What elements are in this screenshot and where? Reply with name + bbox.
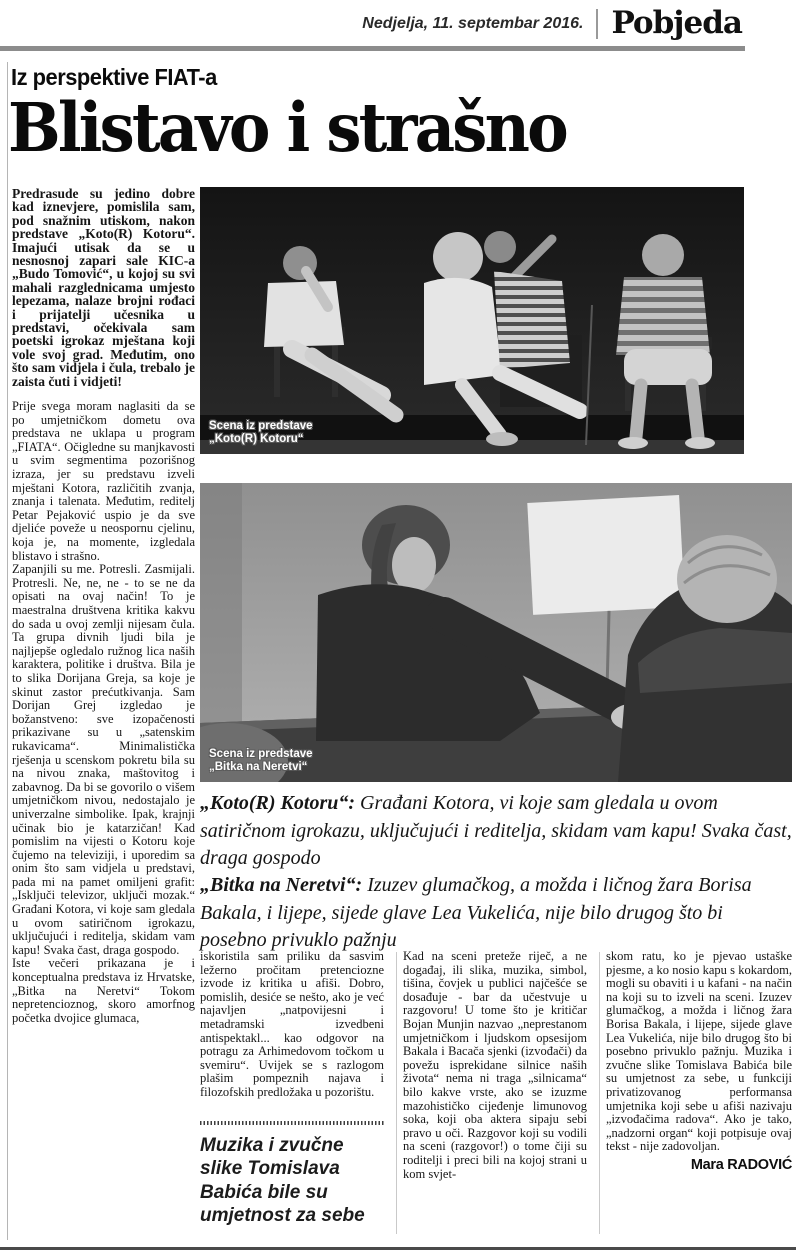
lead-title: „Bitka na Neretvi“: bbox=[200, 874, 363, 896]
article-column-2 bbox=[200, 950, 384, 1238]
left-margin-rule bbox=[7, 62, 8, 1240]
lead-text: Izuzev glumačkog, a možda i ličnog žara Borisa Bakala, i lijepe, sijede glave Lea Vukelića, nije bilo drugog što bi posebno privuklo pažnju bbox=[200, 874, 752, 951]
article-column-1 bbox=[12, 187, 195, 1237]
body-paragraph: iskoristila sam priliku da sasvim ležerno pročitam pretenciozne izvode iz kritika u afiši. Dobro, pomislih, desiće se nešto, ako je već najavljen „natpovijesni i metadramski izvedbeni antispektakl... kao odgovor na potragu za Arhimedovom točkom u svemiru“. Uvijek se s razlogom plašim pompeznih najava i filozofskih predložaka u pozorištu. bbox=[200, 950, 384, 1099]
lead-paragraph-koto-r-kotoru bbox=[200, 790, 794, 873]
photo-caption bbox=[209, 420, 313, 446]
header-rule bbox=[0, 46, 745, 51]
photo-caption bbox=[209, 748, 313, 774]
article-column-3 bbox=[403, 950, 587, 1238]
article-kicker: Iz perspektive FIAT-a bbox=[11, 64, 217, 90]
body-paragraph: Prije svega moram naglasiti da se po umjetničkom dometu ova predstava ne uklapa u program „FIATA“. Očigledne su manjkavosti u svim segmentima pozorišnog izraza, jer su predstavu izveli mještani Kotora, različitih zvanja, znanja i talenata. Međutim, reditelj Petar Pejaković uspio je da sve djeliće poveže u neospornu cjelinu, koja je, na momente, izgledala blistavo i strašno. bbox=[12, 399, 195, 563]
caption-line: Scena iz predstave bbox=[209, 748, 313, 760]
masthead-logo: Pobjeda bbox=[611, 5, 742, 41]
photo-bitka-na-neretvi bbox=[200, 483, 792, 782]
lead-in-paragraph: Predrasude su jedino dobre kad iznevjere, pomislila sam, pod snažnim utiskom, nakon predstave „Koto(R) Kotoru“. Imajući utisak da se u nesnosnoj zapari sale KIC-a „Budo Tomović“, u kojoj su svi mahali razglednicama umjesto lepezama, nalaze brojni rođaci i prijatelji učesnika u predstavi, očekivala sam poetski igrokaz mještana koji vole svoj grad. Međutim, ono što sam vidjela i čula, trebalo je zaista čuti i vidjeti! bbox=[12, 187, 195, 389]
bottom-rule bbox=[0, 1247, 796, 1250]
body-paragraph: Kad na sceni preteže riječ, a ne događaj, ili slika, muzika, simbol, tišina, čovjek u publici najčešće se dosađuje - bar da učestvuje u razgovoru! U tome što je kritičar Bojan Munjin nazvao „neprestanom umjetničkom i ljudskom opsesijom Bakala i Bacača sjenki (izvođači) da povežu isprekidane silnice naših života“ nema ni traga „silnicama“ bilo kakve vrste, ako se izuzme mazohističko cijeđenje limunovog soka, koji oba aktera sipaju sebi pravo u oči. Razgovor koji su vodili na sceni (razgovor!) o tome čiji su roditelji i preci bili na kojoj strani u kom svjet- bbox=[403, 950, 587, 1181]
body-paragraph: Zapanjili su me. Potresli. Zasmijali. Protresli. Ne, ne, ne - to se ne da opisati na ovaj način! To je maestralna društvena kritika kakvu do sada u ovoj zemlji nijesam čula. Ta grupa divnih ljudi bila je najljepše ogledalo ružnog lica naših karaktera, politike i društva. Bila je to slika Dorijana Greja, sa koje je skinut zastor prećutkivanja. Sam Dorijan Grej izgledao je božanstveno: sve izopačenosti prikazivane su u „satenskim rukavicama“. Minimalistička rješenja u scenskom pokretu bila su na nivou znaka, maštovitog i zabavnog. Da bi se govorilo o višem umjetničkom nivou, nedostajalo je univerzalne simbolike. Ipak, krajnji učinak bio je katarzičan! Kad pomislim na vijesti o Kotoru koje čujemo na televiziji, i uporedim sa onim što sam vidjela u predstavi, pada mi na pamet omiljeni grafit: „Isključi televizor, uključi mozak.“ Građani Kotora, vi koje sam gledala u ovom satiričnom igrokazu, uključujući i reditelja, skidam vam kapu! Svaka čast, draga gospodo. bbox=[12, 562, 195, 957]
header-divider bbox=[596, 9, 598, 39]
pullquote-rule bbox=[200, 1121, 384, 1125]
body-paragraph: skom ratu, ko je pjevao ustaške pjesme, a ko nosio kapu s kokardom, mogli su obaviti i u kafani - na način na koji su to izveli na sceni. Izuzev glumačkog, a možda i ličnog žara Borisa Bakala, i lijepe, sijede glave Lea Vukelića, nije bilo drugog što bi posebno privuklo pažnju. Muzika i zvučne slike Tomislava Babića bile su umjetnost za sebe, u funkciji privatizovanog performansa umjetnika koji sebe u afiši nazivaju „izvođačima radova“. Ako je tako, „nadzorni organ“ koji potpisuje ovaj tekst - nije zadovoljan. bbox=[606, 950, 792, 1154]
stage-scene-illustration bbox=[200, 187, 744, 454]
caption-line: „Koto(R) Kotoru“ bbox=[209, 433, 304, 445]
column-rule bbox=[396, 952, 397, 1234]
article-column-4 bbox=[606, 950, 792, 1238]
caption-line: „Bitka na Neretvi“ bbox=[209, 761, 308, 773]
caption-line: Scena iz predstave bbox=[209, 420, 313, 432]
lead-title: „Koto(R) Kotoru“: bbox=[200, 792, 356, 814]
page-header bbox=[0, 5, 742, 41]
pullquote: Muzika i zvučne slike Tomislava Babića bile su umjetnost za sebe bbox=[200, 1134, 365, 1227]
table-scene-illustration bbox=[200, 483, 792, 782]
author-byline: Mara RADOVIĆ bbox=[690, 1156, 792, 1173]
photo-koto-r-kotoru bbox=[200, 187, 744, 454]
issue-date: Nedjelja, 11. septembar 2016. bbox=[362, 14, 584, 32]
lead-text: Građani Kotora, vi koje sam gledala u ovom satiričnom igrokazu, uključujući i reditelja, skidam vam kapu! Svaka čast, draga gospodo bbox=[200, 792, 792, 869]
column-rule bbox=[599, 952, 600, 1234]
lead-paragraph-bitka-na-neretvi bbox=[200, 872, 794, 955]
body-paragraph: Iste večeri prikazana je i konceptualna predstava iz Hrvatske, „Bitka na Neretvi“ Tokom nepretencioznog, skoro amorfnog početka dvojice glumaca, bbox=[12, 956, 195, 1025]
article-headline: Blistavo i strašno bbox=[8, 88, 566, 167]
